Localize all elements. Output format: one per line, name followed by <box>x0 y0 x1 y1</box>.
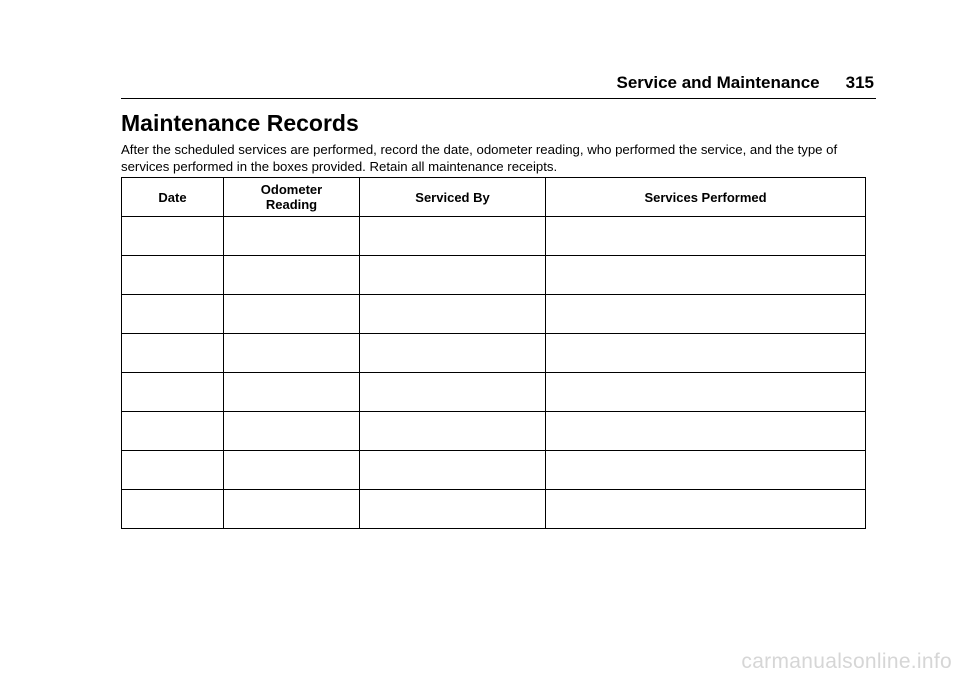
table-row <box>122 256 866 295</box>
cell-odometer-reading <box>224 451 360 490</box>
cell-serviced-by <box>360 490 546 529</box>
cell-odometer-reading <box>224 334 360 373</box>
intro-paragraph: After the scheduled services are performed, record the date, odometer reading, who performed the service, and the type of services performed in the boxes provided. Retain all maintenance receipts. <box>121 142 838 174</box>
cell-date <box>122 295 224 334</box>
cell-services-performed <box>546 373 866 412</box>
cell-serviced-by <box>360 451 546 490</box>
running-header <box>121 72 876 94</box>
page-number: 315 <box>845 73 874 92</box>
table-row <box>122 373 866 412</box>
cell-services-performed <box>546 256 866 295</box>
cell-date <box>122 451 224 490</box>
cell-services-performed <box>546 451 866 490</box>
column-header-date: Date <box>122 178 224 217</box>
cell-date <box>122 217 224 256</box>
cell-serviced-by <box>360 334 546 373</box>
table-row <box>122 412 866 451</box>
cell-odometer-reading <box>224 295 360 334</box>
cell-date <box>122 334 224 373</box>
header-rule <box>121 98 876 99</box>
cell-odometer-reading <box>224 373 360 412</box>
cell-date <box>122 373 224 412</box>
page-title: Maintenance Records <box>121 110 359 136</box>
cell-date <box>122 490 224 529</box>
cell-services-performed <box>546 412 866 451</box>
table-row <box>122 490 866 529</box>
cell-date <box>122 412 224 451</box>
cell-serviced-by <box>360 412 546 451</box>
cell-services-performed <box>546 334 866 373</box>
cell-odometer-reading <box>224 490 360 529</box>
cell-services-performed <box>546 217 866 256</box>
watermark: carmanualsonline.info <box>741 650 952 673</box>
cell-date <box>122 256 224 295</box>
cell-odometer-reading <box>224 256 360 295</box>
column-header-serviced-by: Serviced By <box>360 178 546 217</box>
column-header-odometer-reading <box>224 178 360 217</box>
cell-odometer-reading <box>224 412 360 451</box>
table-row <box>122 334 866 373</box>
odometer-header-label: Odometer Reading <box>260 182 323 212</box>
table-row <box>122 217 866 256</box>
cell-serviced-by <box>360 256 546 295</box>
cell-odometer-reading <box>224 217 360 256</box>
cell-services-performed <box>546 295 866 334</box>
maintenance-records-table <box>121 177 866 529</box>
cell-serviced-by <box>360 295 546 334</box>
cell-services-performed <box>546 490 866 529</box>
column-header-services-performed: Services Performed <box>546 178 866 217</box>
table-row <box>122 451 866 490</box>
table-row <box>122 295 866 334</box>
section-title: Service and Maintenance <box>616 73 820 92</box>
table-header-row <box>122 178 866 217</box>
cell-serviced-by <box>360 217 546 256</box>
cell-serviced-by <box>360 373 546 412</box>
